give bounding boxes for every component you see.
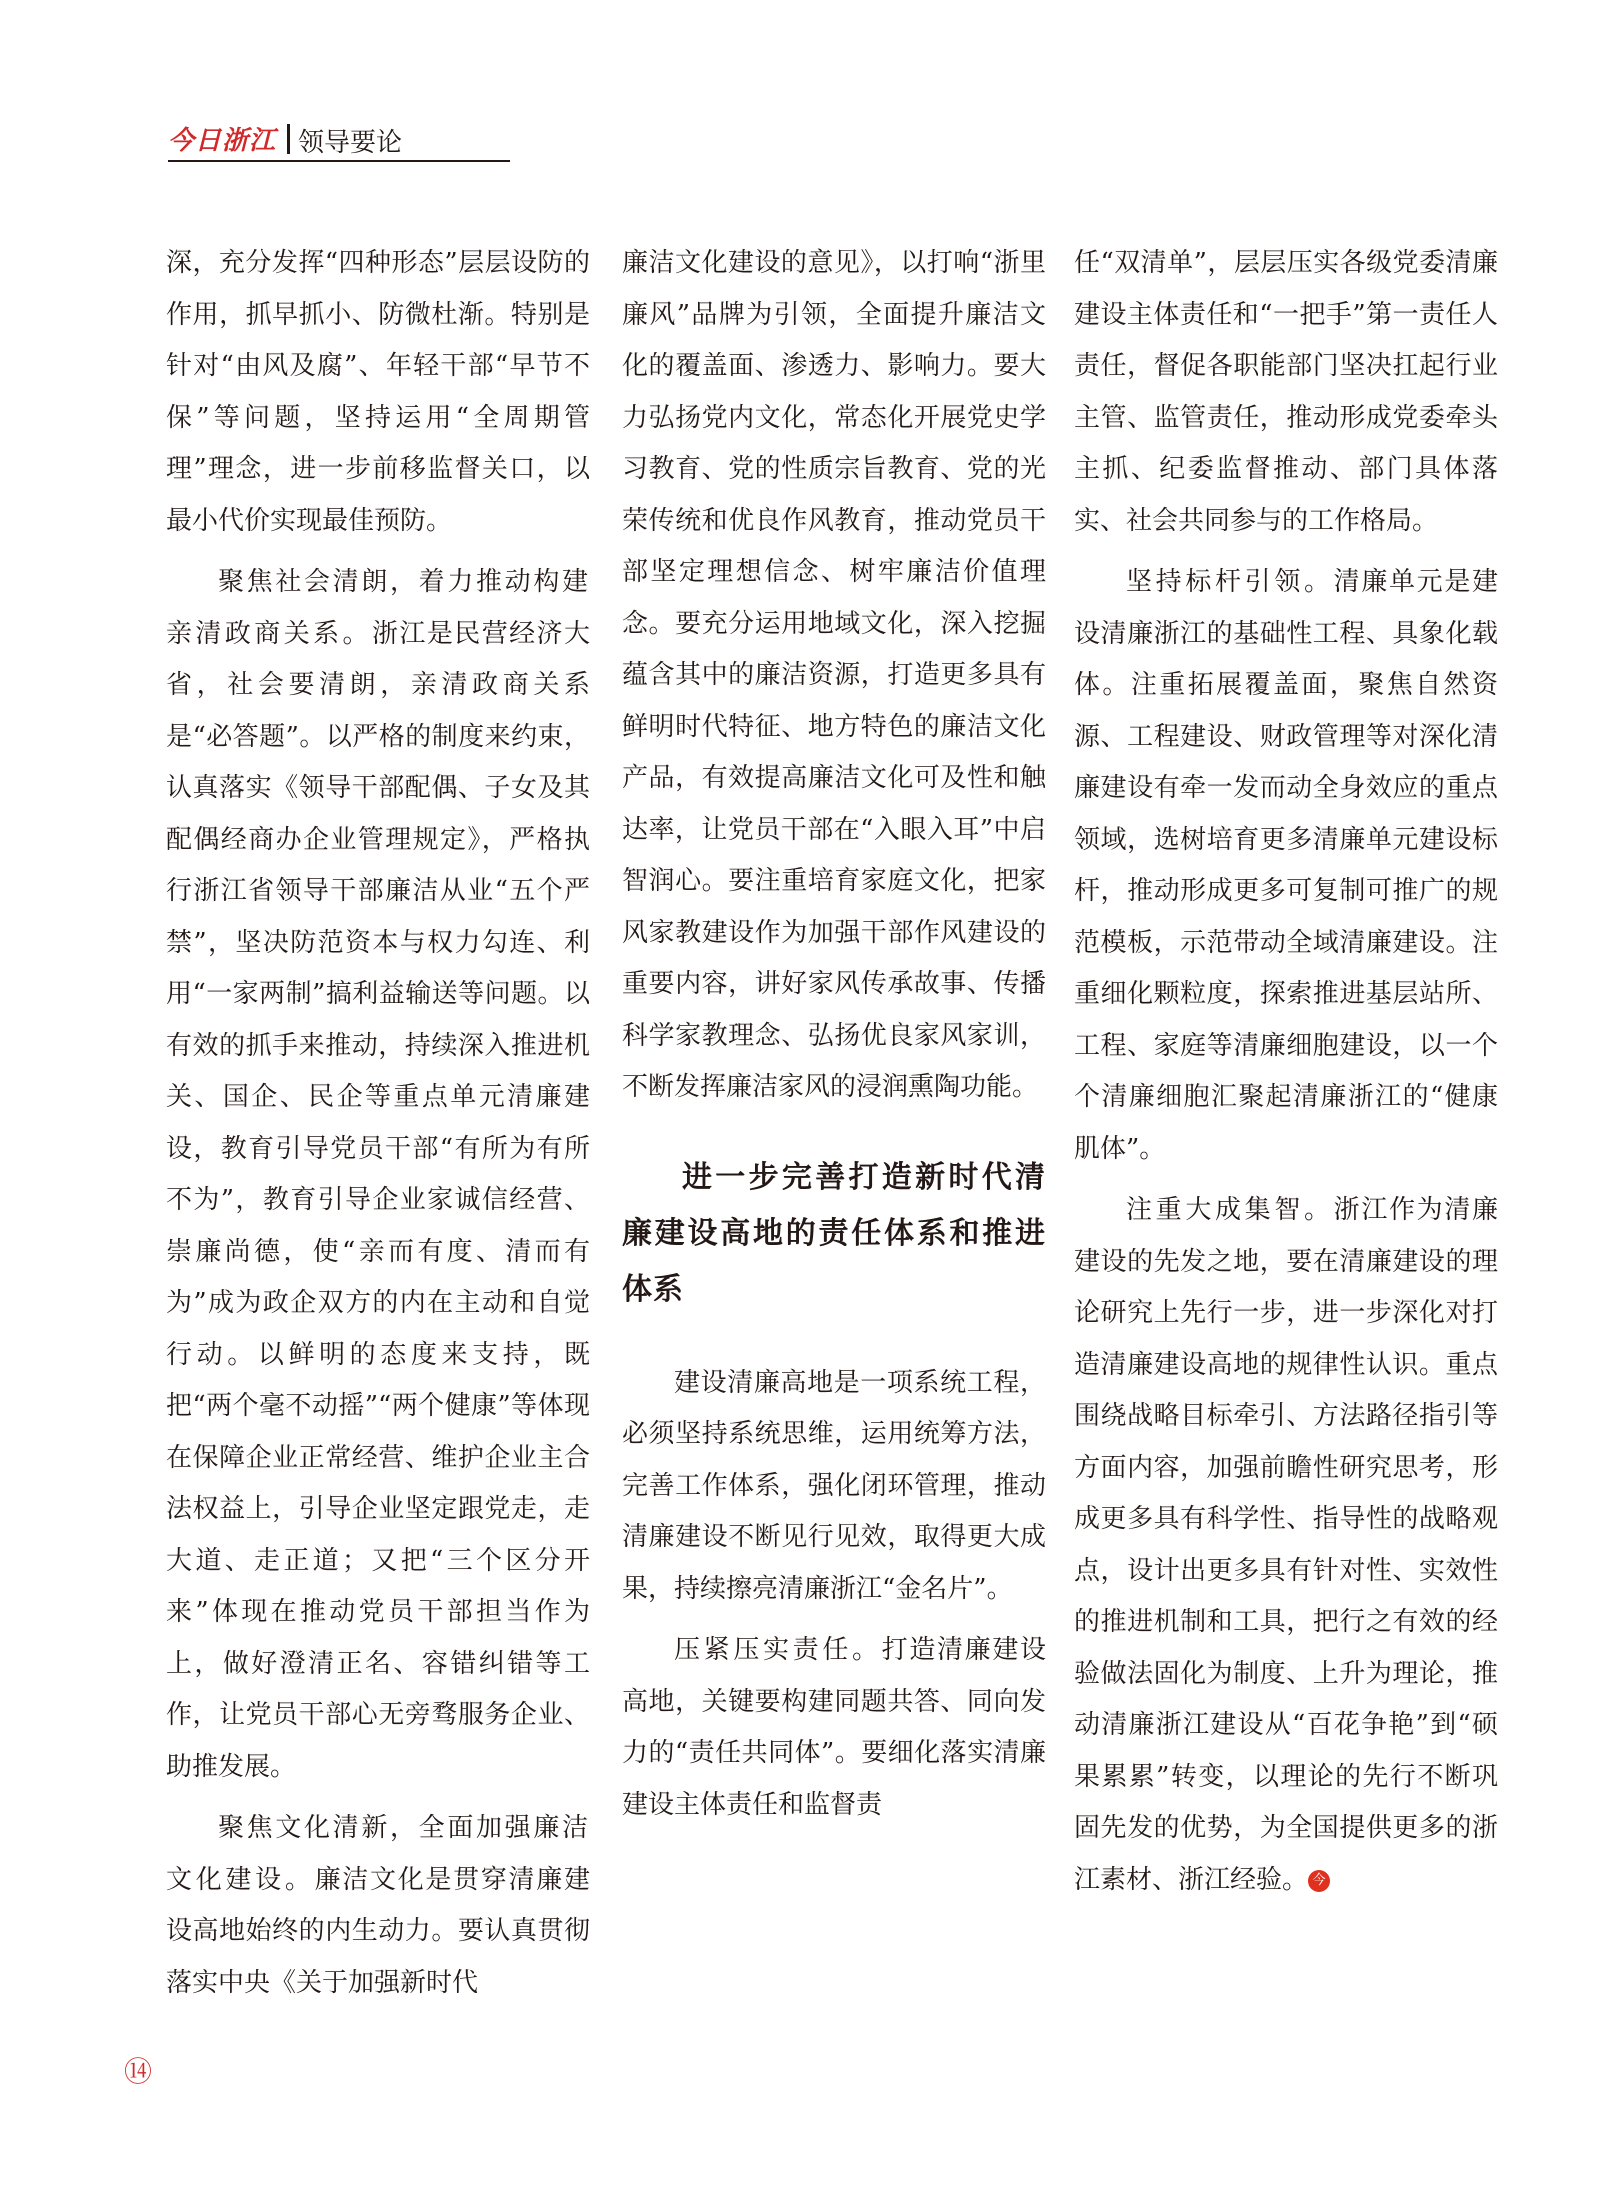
page-header [168, 118, 510, 162]
paragraph [1074, 557, 1498, 1175]
end-mark-icon: 今 [1308, 1870, 1330, 1892]
paragraph-body: 清廉单元是建设清廉浙江的基础性工程、具象化载体。注重拓展覆盖面，聚焦自然资源、工程建设、财政管理等对深化清廉建设有牵一发而动全身效应的重点领域，选树培育更多清廉单元建设标杆，推动形成更多可复制可推广的规范模板，示范带动全域清廉建设。注重细化颗粒度，探索推进基层站所、工程、家庭等清廉细胞建设，以一个个清廉细胞汇聚起清廉浙江的“健康肌体”。 [1074, 567, 1498, 1164]
magazine-logo: 今日浙江 [168, 126, 277, 156]
paragraph [1074, 1185, 1498, 1906]
paragraph: 深，充分发挥“四种形态”层层设防的作用，抓早抓小、防微杜渐。特别是针对“由风及腐”、年轻干部“早节不保”等问题，坚持运用“全周期管理”理念，进一步前移监督关口，以最小代价实现最佳预防。 [166, 248, 590, 536]
article-column-1 [166, 238, 590, 2019]
section-heading: 进一步完善打造新时代清廉建设高地的责任体系和推进体系 [622, 1159, 1046, 1307]
paragraph: 廉洁文化建设的意见》，以打响“浙里廉风”品牌为引领，全面提升廉洁文化的覆盖面、渗透力、影响力。要大力弘扬党内文化，常态化开展党史学习教育、党的性质宗旨教育、党的光荣传统和优良作风教育，推动党员干部坚定理想信念、树牢廉洁价值理念。要充分运用地域文化，深入挖掘蕴含其中的廉洁资源，打造更多具有鲜明时代特征、地方特色的廉洁文化产品，有效提高廉洁文化可及性和触达率，让党员干部在“入眼入耳”中启智润心。要注重培育家庭文化，把家风家教建设作为加强干部作风建设的重要内容，讲好家风传承故事、传播科学家教理念、弘扬优良家风家训，不断发挥廉洁家风的浸润熏陶功能。 [622, 248, 1046, 1102]
paragraph-lead: 聚焦社会清朗，着力推动构建亲清政商关系。 [166, 567, 590, 649]
section-title: 领导要论 [298, 128, 403, 158]
paragraph-lead: 压紧压实责任。 [674, 1635, 882, 1665]
paragraph-lead: 注重大成集智。 [1126, 1195, 1334, 1225]
paragraph: 任“双清单”，层层压实各级党委清廉建设主体责任和“一把手”第一责任人责任，督促各职能部门坚决扛起行业主管、监管责任，推动形成党委牵头主抓、纪委监督推动、部门具体落实、社会共同参与的工作格局。 [1074, 248, 1498, 536]
paragraph [622, 1625, 1046, 1831]
paragraph-body: 浙江是民营经济大省，社会要清朗，亲清政商关系是“必答题”。以严格的制度来约束，认真落实《领导干部配偶、子女及其配偶经商办企业管理规定》，严格执行浙江省领导干部廉洁从业“五个严禁”，坚决防范资本与权力勾连、利用“一家两制”搞利益输送等问题。以有效的抓手来推动，持续深入推进机关、国企、民企等重点单元清廉建设，教育引导党员干部“有所为有所不为”，教育引导企业家诚信经营、崇廉尚德，使“亲而有度、清而有为”成为政企双方的内在主动和自觉行动。以鲜明的态度来支持，既把“两个毫不动摇”“两个健康”等体现在保障企业正常经营、维护企业主合法权益上，引导企业坚定跟党走，走大道、走正道；又把“三个区分开来”体现在推动党员干部担当作为上，做好澄清正名、容错纠错等工作，让党员干部心无旁骛服务企业、助推发展。 [166, 618, 590, 1782]
paragraph-body: 廉洁文化是贯穿清廉建设高地始终的内生动力。要认真贯彻落实中央《关于加强新时代 [166, 1864, 590, 1998]
paragraph-lead: 坚持标杆引领。 [1126, 567, 1334, 597]
paragraph-body: 浙江作为清廉建设的先发之地，要在清廉建设的理论研究上先行一步，进一步深化对打造清廉建设高地的规律性认识。重点围绕战略目标牵引、方法路径指引等方面内容，加强前瞻性研究思考，形成更多具有科学性、指导性的战略观点，设计出更多具有针对性、实效性的推进机制和工具，把行之有效的经验做法固化为制度、上升为理论，推动清廉浙江建设从“百花争艳”到“硕果累累”转变，以理论的先行不断巩固先发的优势，为全国提供更多的浙江素材、浙江经验。 [1074, 1195, 1498, 1895]
paragraph-lead: 聚焦文化清新，全面加强廉洁文化建设。 [166, 1813, 590, 1895]
paragraph [166, 557, 590, 1793]
page-number: ⑭ [124, 2055, 153, 2088]
paragraph [166, 1803, 590, 2009]
article-column-2 [622, 238, 1046, 1841]
paragraph: 建设清廉高地是一项系统工程，必须坚持系统思维，运用统筹方法，完善工作体系，强化闭环管理，推动清廉建设不断见行见效，取得更大成果，持续擦亮清廉浙江“金名片”。 [622, 1367, 1046, 1604]
paragraph-body: 打造清廉建设高地，关键要构建同题共答、同向发力的“责任共同体”。要细化落实清廉建设主体责任和监督责 [622, 1635, 1046, 1820]
header-divider [287, 124, 290, 154]
article-column-3 [1074, 238, 1498, 1916]
